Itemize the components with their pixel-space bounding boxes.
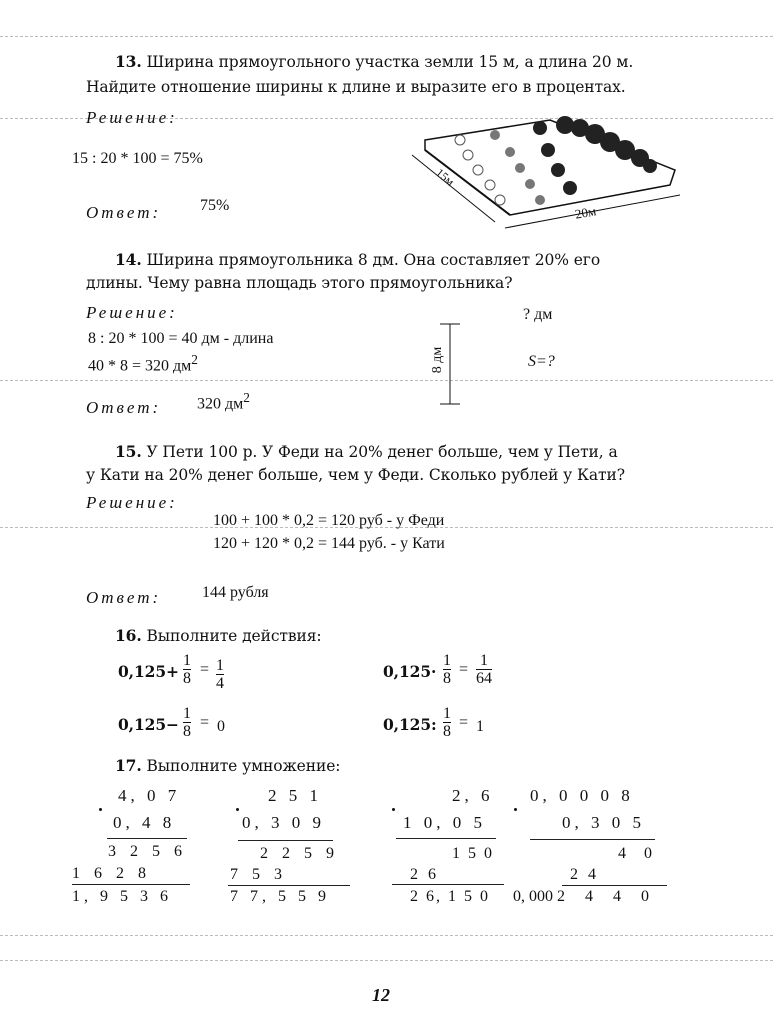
product: 2 4 4 0 bbox=[557, 888, 657, 905]
multiply-sign bbox=[236, 808, 239, 811]
solution-label: Решение: bbox=[86, 108, 178, 127]
problem-number: 13. bbox=[115, 52, 142, 71]
rect-length-label: ? дм bbox=[523, 306, 553, 323]
problem-text: Выполните действия: bbox=[146, 627, 322, 645]
expr-4 bbox=[383, 715, 437, 734]
problem-17-text bbox=[115, 756, 340, 775]
solution-label: Решение: bbox=[86, 493, 178, 512]
multiply-sign bbox=[99, 808, 102, 811]
expr-2 bbox=[383, 662, 436, 681]
rule bbox=[530, 839, 655, 840]
rule bbox=[238, 840, 333, 841]
equals: = bbox=[200, 714, 210, 731]
fraction-1-8 bbox=[443, 652, 451, 687]
multiply-sign bbox=[514, 808, 517, 811]
product: 1, 9 5 3 6 bbox=[72, 888, 172, 905]
result: 0 bbox=[217, 718, 225, 735]
garden-plot-illustration bbox=[400, 100, 700, 230]
problem-16-text bbox=[115, 626, 322, 645]
plot-length-label: 20м bbox=[573, 203, 598, 222]
partial-product: 3 2 5 6 bbox=[108, 843, 187, 860]
problem-text: Ширина прямоугольника 8 дм. Она составляет 20% его bbox=[146, 251, 601, 269]
answer-label: Ответ: bbox=[86, 588, 162, 607]
multiplicand: 0, 0 0 0 8 bbox=[530, 786, 634, 805]
plot-width-label: 15м bbox=[433, 165, 458, 189]
problem-13-work: 15 : 20 * 100 = 75% bbox=[72, 150, 203, 167]
problem-14-text-line1 bbox=[115, 250, 600, 269]
problem-13-text-line1 bbox=[115, 52, 633, 71]
denominator: 8 bbox=[183, 670, 191, 687]
result-fraction bbox=[216, 657, 224, 692]
problem-number: 14. bbox=[115, 250, 142, 269]
multiplicand: 2, 6 bbox=[452, 786, 494, 805]
rect-area-label: S=? bbox=[528, 353, 555, 370]
problem-text: Выполните умножение: bbox=[146, 757, 341, 775]
multiplier: 1 0, 0 5 bbox=[403, 813, 486, 832]
problem-15-text-line2: у Кати на 20% денег больше, чем у Феди. Сколько рублей у Кати? bbox=[86, 466, 625, 484]
product: 7 7, 5 5 9 bbox=[230, 888, 330, 905]
problem-14-work-2 bbox=[88, 352, 198, 375]
page-number: 12 bbox=[372, 985, 390, 1005]
partial-product: 2 6 bbox=[410, 866, 439, 883]
operator: + bbox=[166, 662, 179, 681]
partial-product: 4 0 bbox=[618, 845, 659, 862]
grid-line bbox=[0, 380, 773, 381]
denominator: 8 bbox=[183, 723, 191, 740]
operator: · bbox=[431, 662, 437, 681]
problem-13-text-line2: Найдите отношение ширины к длине и выразите его в процентах. bbox=[86, 78, 626, 96]
rule bbox=[392, 884, 504, 885]
denominator: 8 bbox=[443, 723, 451, 740]
fraction-1-8 bbox=[183, 705, 191, 740]
denominator: 4 bbox=[216, 675, 224, 692]
multiplicand: 4, 0 7 bbox=[118, 786, 181, 805]
rule bbox=[72, 884, 190, 885]
partial-product: 2 4 bbox=[570, 866, 599, 883]
problem-15-work-1: 100 + 100 * 0,2 = 120 руб - у Феди bbox=[213, 512, 445, 529]
answer-text: 320 дм bbox=[197, 395, 244, 413]
product-line bbox=[513, 888, 657, 906]
problem-14-work-1: 8 : 20 * 100 = 40 дм - длина bbox=[88, 330, 274, 347]
denominator: 64 bbox=[476, 670, 492, 687]
expr-3 bbox=[118, 715, 179, 734]
exponent: 2 bbox=[243, 390, 250, 405]
numerator: 1 bbox=[480, 652, 488, 669]
rule bbox=[396, 838, 496, 839]
multiplicand: 2 5 1 bbox=[268, 786, 322, 805]
operand: 0,125 bbox=[383, 715, 432, 734]
problem-14-answer bbox=[197, 390, 250, 413]
partial-product: 7 5 3 bbox=[230, 866, 287, 883]
partial-product: 2 2 5 9 bbox=[260, 845, 339, 862]
operand: 0,125 bbox=[383, 662, 432, 681]
numerator: 1 bbox=[443, 705, 451, 722]
problem-number: 17. bbox=[115, 756, 142, 775]
work-text: 40 * 8 = 320 дм bbox=[88, 357, 192, 375]
solution-label: Решение: bbox=[86, 303, 178, 322]
denominator: 8 bbox=[443, 670, 451, 687]
problem-14-text-line2: длины. Чему равна площадь этого прямоугольника? bbox=[86, 274, 513, 292]
multiplier: 0, 4 8 bbox=[113, 813, 176, 832]
partial-product: 1 5 0 bbox=[452, 845, 494, 862]
equals: = bbox=[459, 714, 469, 731]
answer-label: Ответ: bbox=[86, 398, 162, 417]
operand: 0,125 bbox=[118, 662, 167, 681]
equals: = bbox=[200, 661, 210, 678]
problem-text: У Пети 100 р. У Феди на 20% денег больше, чем у Пети, а bbox=[146, 443, 618, 461]
problem-15-work-2: 120 + 120 * 0,2 = 144 руб. - у Кати bbox=[213, 535, 445, 552]
fraction-1-8 bbox=[183, 652, 191, 687]
multiply-sign bbox=[392, 808, 395, 811]
multiplier: 0, 3 0 5 bbox=[562, 813, 645, 832]
result-fraction bbox=[476, 652, 492, 687]
rule bbox=[107, 838, 187, 839]
rule bbox=[228, 885, 350, 886]
grid-line bbox=[0, 935, 773, 936]
answer-label: Ответ: bbox=[86, 203, 162, 222]
equals: = bbox=[459, 661, 469, 678]
result: 1 bbox=[476, 718, 484, 735]
numerator: 1 bbox=[183, 652, 191, 669]
problem-number: 15. bbox=[115, 442, 142, 461]
problem-number: 16. bbox=[115, 626, 142, 645]
partial-product: 1 6 2 8 bbox=[72, 865, 151, 882]
multiplier: 0, 3 0 9 bbox=[242, 813, 325, 832]
expr-1 bbox=[118, 662, 179, 681]
operator: − bbox=[166, 715, 179, 734]
product: 2 6, 1 5 0 bbox=[410, 888, 490, 905]
operator: : bbox=[431, 715, 437, 734]
rect-width-label: 8 дм bbox=[430, 346, 446, 374]
problem-text: Ширина прямоугольного участка земли 15 м, а длина 20 м. bbox=[146, 53, 634, 71]
rule bbox=[562, 885, 667, 886]
operand: 0,125 bbox=[118, 715, 167, 734]
fraction-1-8 bbox=[443, 705, 451, 740]
problem-15-text-line1 bbox=[115, 442, 618, 461]
numerator: 1 bbox=[216, 657, 224, 674]
grid-line bbox=[0, 960, 773, 961]
grid-line bbox=[0, 36, 773, 37]
problem-13-answer: 75% bbox=[200, 197, 230, 214]
exponent: 2 bbox=[191, 352, 198, 367]
problem-15-answer: 144 рубля bbox=[202, 584, 269, 601]
product-prefix: 0, 000 bbox=[513, 888, 553, 905]
numerator: 1 bbox=[183, 705, 191, 722]
numerator: 1 bbox=[443, 652, 451, 669]
